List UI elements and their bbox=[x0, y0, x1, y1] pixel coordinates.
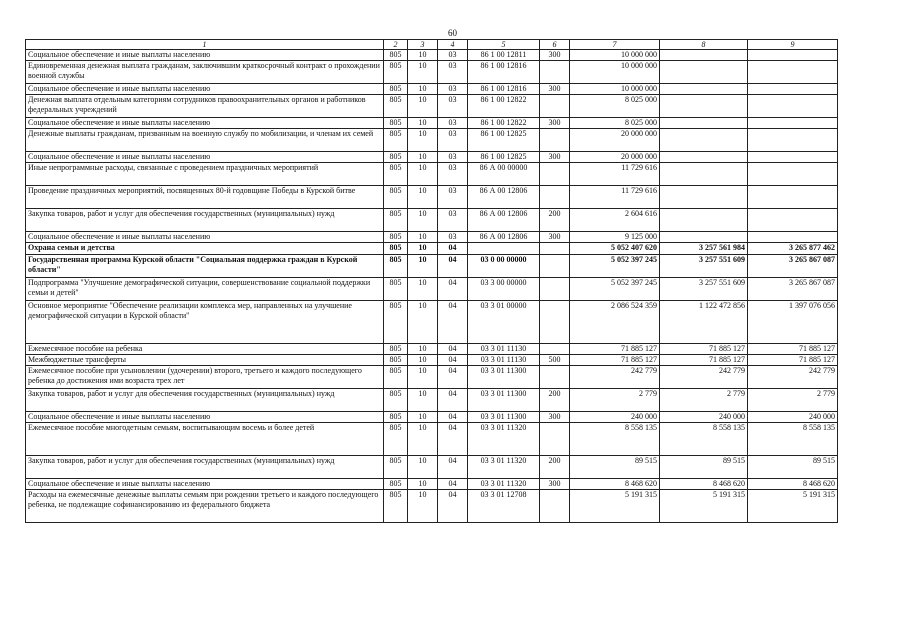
target-article-code: 03 3 01 11320 bbox=[468, 479, 540, 490]
grbs-code: 805 bbox=[384, 301, 408, 344]
grbs-code: 805 bbox=[384, 163, 408, 186]
section-code: 10 bbox=[408, 209, 438, 232]
table-row bbox=[26, 129, 838, 152]
target-article-code: 03 3 01 11320 bbox=[468, 456, 540, 479]
line-item-name: Социальное обеспечение и иные выплаты населению bbox=[26, 479, 384, 490]
amount-year-3 bbox=[748, 232, 838, 243]
section-code: 10 bbox=[408, 61, 438, 84]
target-article-code: 86 1 00 12822 bbox=[468, 118, 540, 129]
grbs-code: 805 bbox=[384, 118, 408, 129]
subsection-code: 03 bbox=[438, 61, 468, 84]
amount-year-3 bbox=[748, 186, 838, 209]
amount-year-2: 5 191 315 bbox=[660, 490, 748, 523]
expense-type-code: 200 bbox=[540, 209, 570, 232]
section-code: 10 bbox=[408, 301, 438, 344]
subsection-code: 03 bbox=[438, 163, 468, 186]
grbs-code: 805 bbox=[384, 389, 408, 412]
subsection-code: 04 bbox=[438, 423, 468, 456]
target-article-code: 03 3 01 11320 bbox=[468, 423, 540, 456]
target-article-code: 03 3 01 11300 bbox=[468, 389, 540, 412]
line-item-name: Социальное обеспечение и иные выплаты населению bbox=[26, 232, 384, 243]
amount-year-3: 1 397 076 056 bbox=[748, 301, 838, 344]
target-article-code: 86 1 00 12816 bbox=[468, 61, 540, 84]
table-row bbox=[26, 301, 838, 344]
table-row bbox=[26, 186, 838, 209]
subsection-code: 04 bbox=[438, 490, 468, 523]
amount-year-2: 89 515 bbox=[660, 456, 748, 479]
line-item-name: Социальное обеспечение и иные выплаты населению bbox=[26, 84, 384, 95]
subsection-code: 04 bbox=[438, 355, 468, 366]
expense-type-code bbox=[540, 95, 570, 118]
target-article-code: 86 1 00 12822 bbox=[468, 95, 540, 118]
section-code: 10 bbox=[408, 84, 438, 95]
amount-year-1: 20 000 000 bbox=[570, 152, 660, 163]
section-code: 10 bbox=[408, 152, 438, 163]
amount-year-3: 8 468 620 bbox=[748, 479, 838, 490]
expense-type-code: 300 bbox=[540, 50, 570, 61]
section-code: 10 bbox=[408, 423, 438, 456]
subsection-code: 04 bbox=[438, 412, 468, 423]
subsection-code: 04 bbox=[438, 366, 468, 389]
target-article-code: 03 3 01 12708 bbox=[468, 490, 540, 523]
amount-year-2: 71 885 127 bbox=[660, 355, 748, 366]
line-item-name: Подпрограмма "Улучшение демографической ситуации, совершенствование социальной поддержки семьи и детей" bbox=[26, 278, 384, 301]
grbs-code: 805 bbox=[384, 129, 408, 152]
table-row bbox=[26, 389, 838, 412]
amount-year-1: 240 000 bbox=[570, 412, 660, 423]
subsection-code: 03 bbox=[438, 129, 468, 152]
target-article-code: 03 3 01 11300 bbox=[468, 412, 540, 423]
amount-year-1: 10 000 000 bbox=[570, 84, 660, 95]
subsection-code: 04 bbox=[438, 479, 468, 490]
amount-year-1: 11 729 616 bbox=[570, 163, 660, 186]
subsection-code: 03 bbox=[438, 186, 468, 209]
line-item-name: Проведение праздничных мероприятий, посвященных 80-й годовщине Победы в Курской битве bbox=[26, 186, 384, 209]
amount-year-2 bbox=[660, 129, 748, 152]
line-item-name: Денежные выплаты гражданам, призванным на военную службу по мобилизации, и членам их семей bbox=[26, 129, 384, 152]
expense-type-code: 300 bbox=[540, 118, 570, 129]
expense-type-code bbox=[540, 366, 570, 389]
amount-year-3 bbox=[748, 209, 838, 232]
expense-type-code bbox=[540, 278, 570, 301]
line-item-name: Закупка товаров, работ и услуг для обеспечения государственных (муниципальных) нужд bbox=[26, 389, 384, 412]
grbs-code: 805 bbox=[384, 344, 408, 355]
expense-type-code: 300 bbox=[540, 152, 570, 163]
grbs-code: 805 bbox=[384, 95, 408, 118]
amount-year-2 bbox=[660, 61, 748, 84]
expense-type-code bbox=[540, 163, 570, 186]
amount-year-2 bbox=[660, 163, 748, 186]
grbs-code: 805 bbox=[384, 479, 408, 490]
expense-type-code: 300 bbox=[540, 412, 570, 423]
section-code: 10 bbox=[408, 163, 438, 186]
table-row bbox=[26, 355, 838, 366]
subsection-code: 03 bbox=[438, 84, 468, 95]
target-article-code: 86 1 00 12811 bbox=[468, 50, 540, 61]
amount-year-1: 2 086 524 359 bbox=[570, 301, 660, 344]
section-code: 10 bbox=[408, 278, 438, 301]
amount-year-1: 71 885 127 bbox=[570, 344, 660, 355]
grbs-code: 805 bbox=[384, 152, 408, 163]
table-row bbox=[26, 84, 838, 95]
amount-year-1: 71 885 127 bbox=[570, 355, 660, 366]
amount-year-1: 20 000 000 bbox=[570, 129, 660, 152]
amount-year-2: 3 257 551 609 bbox=[660, 278, 748, 301]
header-col-8: 8 bbox=[660, 40, 748, 50]
grbs-code: 805 bbox=[384, 278, 408, 301]
expense-type-code: 500 bbox=[540, 355, 570, 366]
amount-year-3: 3 265 867 087 bbox=[748, 255, 838, 278]
target-article-code: 86 А 00 12806 bbox=[468, 186, 540, 209]
subsection-code: 04 bbox=[438, 301, 468, 344]
line-item-name: Основное мероприятие "Обеспечение реализации комплекса мер, направленных на улучшение демографической ситуации в Курской области" bbox=[26, 301, 384, 344]
amount-year-2: 8 558 135 bbox=[660, 423, 748, 456]
header-col-6: 6 bbox=[540, 40, 570, 50]
section-code: 10 bbox=[408, 118, 438, 129]
section-code: 10 bbox=[408, 355, 438, 366]
table-row bbox=[26, 490, 838, 523]
amount-year-2: 240 000 bbox=[660, 412, 748, 423]
section-code: 10 bbox=[408, 490, 438, 523]
line-item-name: Закупка товаров, работ и услуг для обеспечения государственных (муниципальных) нужд bbox=[26, 456, 384, 479]
line-item-name: Социальное обеспечение и иные выплаты населению bbox=[26, 152, 384, 163]
subsection-code: 03 bbox=[438, 95, 468, 118]
subsection-code: 03 bbox=[438, 232, 468, 243]
amount-year-2: 71 885 127 bbox=[660, 344, 748, 355]
amount-year-1: 8 558 135 bbox=[570, 423, 660, 456]
table-row bbox=[26, 479, 838, 490]
header-col-4: 4 bbox=[438, 40, 468, 50]
amount-year-1: 9 125 000 bbox=[570, 232, 660, 243]
subsection-code: 04 bbox=[438, 255, 468, 278]
budget-table bbox=[25, 39, 838, 523]
table-row bbox=[26, 163, 838, 186]
section-code: 10 bbox=[408, 255, 438, 278]
amount-year-2 bbox=[660, 50, 748, 61]
expense-type-code bbox=[540, 490, 570, 523]
amount-year-3: 2 779 bbox=[748, 389, 838, 412]
subsection-code: 04 bbox=[438, 278, 468, 301]
table-row bbox=[26, 209, 838, 232]
expense-type-code bbox=[540, 61, 570, 84]
amount-year-1: 8 468 620 bbox=[570, 479, 660, 490]
amount-year-1: 10 000 000 bbox=[570, 61, 660, 84]
amount-year-3: 71 885 127 bbox=[748, 355, 838, 366]
amount-year-1: 5 052 397 245 bbox=[570, 255, 660, 278]
amount-year-3: 3 265 867 087 bbox=[748, 278, 838, 301]
grbs-code: 805 bbox=[384, 366, 408, 389]
amount-year-3: 71 885 127 bbox=[748, 344, 838, 355]
amount-year-1: 10 000 000 bbox=[570, 50, 660, 61]
amount-year-3 bbox=[748, 84, 838, 95]
section-code: 10 bbox=[408, 366, 438, 389]
amount-year-2 bbox=[660, 95, 748, 118]
table-row bbox=[26, 118, 838, 129]
grbs-code: 805 bbox=[384, 490, 408, 523]
amount-year-2: 8 468 620 bbox=[660, 479, 748, 490]
amount-year-3 bbox=[748, 152, 838, 163]
table-row bbox=[26, 456, 838, 479]
line-item-name: Государственная программа Курской области "Социальная поддержка граждан в Курской области" bbox=[26, 255, 384, 278]
line-item-name: Закупка товаров, работ и услуг для обеспечения государственных (муниципальных) нужд bbox=[26, 209, 384, 232]
target-article-code: 03 3 01 11130 bbox=[468, 344, 540, 355]
amount-year-3: 89 515 bbox=[748, 456, 838, 479]
line-item-name: Социальное обеспечение и иные выплаты населению bbox=[26, 118, 384, 129]
amount-year-2 bbox=[660, 152, 748, 163]
table-row bbox=[26, 95, 838, 118]
amount-year-2 bbox=[660, 186, 748, 209]
amount-year-2 bbox=[660, 209, 748, 232]
target-article-code: 86 А 00 12806 bbox=[468, 209, 540, 232]
amount-year-3 bbox=[748, 118, 838, 129]
section-code: 10 bbox=[408, 412, 438, 423]
table-row bbox=[26, 278, 838, 301]
expense-type-code: 200 bbox=[540, 389, 570, 412]
line-item-name: Охрана семьи и детства bbox=[26, 243, 384, 255]
amount-year-1: 2 779 bbox=[570, 389, 660, 412]
line-item-name: Ежемесячное пособие при усыновлении (удочерении) второго, третьего и каждого последующего ребенка до достижения ими возраста трех лет bbox=[26, 366, 384, 389]
grbs-code: 805 bbox=[384, 232, 408, 243]
grbs-code: 805 bbox=[384, 423, 408, 456]
grbs-code: 805 bbox=[384, 243, 408, 255]
line-item-name: Межбюджетные трансферты bbox=[26, 355, 384, 366]
table-row bbox=[26, 255, 838, 278]
grbs-code: 805 bbox=[384, 412, 408, 423]
amount-year-1: 8 025 000 bbox=[570, 118, 660, 129]
header-col-9: 9 bbox=[748, 40, 838, 50]
grbs-code: 805 bbox=[384, 209, 408, 232]
amount-year-3: 242 779 bbox=[748, 366, 838, 389]
amount-year-1: 8 025 000 bbox=[570, 95, 660, 118]
expense-type-code bbox=[540, 301, 570, 344]
subsection-code: 04 bbox=[438, 456, 468, 479]
amount-year-1: 2 604 616 bbox=[570, 209, 660, 232]
expense-type-code: 200 bbox=[540, 456, 570, 479]
amount-year-2 bbox=[660, 232, 748, 243]
expense-type-code: 300 bbox=[540, 84, 570, 95]
amount-year-1: 5 052 397 245 bbox=[570, 278, 660, 301]
amount-year-3: 5 191 315 bbox=[748, 490, 838, 523]
header-col-7: 7 bbox=[570, 40, 660, 50]
table-row bbox=[26, 243, 838, 255]
amount-year-3 bbox=[748, 95, 838, 118]
line-item-name: Ежемесячное пособие на ребенка bbox=[26, 344, 384, 355]
section-code: 10 bbox=[408, 344, 438, 355]
line-item-name: Ежемесячное пособие многодетным семьям, воспитывающим восемь и более детей bbox=[26, 423, 384, 456]
line-item-name: Иные непрограммные расходы, связанные с проведением праздничных мероприятий bbox=[26, 163, 384, 186]
table-row bbox=[26, 61, 838, 84]
table-row bbox=[26, 423, 838, 456]
amount-year-3 bbox=[748, 50, 838, 61]
amount-year-3 bbox=[748, 129, 838, 152]
target-article-code: 86 А 00 00000 bbox=[468, 163, 540, 186]
header-col-2: 2 bbox=[384, 40, 408, 50]
expense-type-code bbox=[540, 423, 570, 456]
section-code: 10 bbox=[408, 479, 438, 490]
target-article-code: 86 А 00 12806 bbox=[468, 232, 540, 243]
grbs-code: 805 bbox=[384, 50, 408, 61]
section-code: 10 bbox=[408, 50, 438, 61]
column-number-header-row bbox=[26, 40, 838, 50]
amount-year-2: 1 122 472 856 bbox=[660, 301, 748, 344]
header-col-3: 3 bbox=[408, 40, 438, 50]
grbs-code: 805 bbox=[384, 186, 408, 209]
table-row bbox=[26, 50, 838, 61]
subsection-code: 03 bbox=[438, 50, 468, 61]
line-item-name: Единовременная денежная выплата гражданам, заключившим краткосрочный контракт о прохождении военной службы bbox=[26, 61, 384, 84]
amount-year-1: 5 191 315 bbox=[570, 490, 660, 523]
amount-year-3 bbox=[748, 61, 838, 84]
expense-type-code bbox=[540, 243, 570, 255]
amount-year-3: 240 000 bbox=[748, 412, 838, 423]
target-article-code: 86 1 00 12816 bbox=[468, 84, 540, 95]
expense-type-code bbox=[540, 129, 570, 152]
line-item-name: Социальное обеспечение и иные выплаты населению bbox=[26, 412, 384, 423]
amount-year-1: 11 729 616 bbox=[570, 186, 660, 209]
line-item-name: Социальное обеспечение и иные выплаты населению bbox=[26, 50, 384, 61]
section-code: 10 bbox=[408, 95, 438, 118]
amount-year-1: 242 779 bbox=[570, 366, 660, 389]
table-row bbox=[26, 412, 838, 423]
section-code: 10 bbox=[408, 186, 438, 209]
target-article-code: 03 3 00 00000 bbox=[468, 278, 540, 301]
amount-year-2: 3 257 561 984 bbox=[660, 243, 748, 255]
table-row bbox=[26, 152, 838, 163]
target-article-code: 03 3 01 00000 bbox=[468, 301, 540, 344]
expense-type-code: 300 bbox=[540, 232, 570, 243]
target-article-code: 86 1 00 12825 bbox=[468, 152, 540, 163]
table-row bbox=[26, 366, 838, 389]
target-article-code: 03 3 01 11130 bbox=[468, 355, 540, 366]
expense-type-code bbox=[540, 186, 570, 209]
section-code: 10 bbox=[408, 129, 438, 152]
grbs-code: 805 bbox=[384, 61, 408, 84]
section-code: 10 bbox=[408, 389, 438, 412]
table-row bbox=[26, 344, 838, 355]
amount-year-2 bbox=[660, 118, 748, 129]
amount-year-2: 242 779 bbox=[660, 366, 748, 389]
amount-year-2 bbox=[660, 84, 748, 95]
page-number: 60 bbox=[448, 28, 457, 38]
grbs-code: 805 bbox=[384, 255, 408, 278]
subsection-code: 03 bbox=[438, 118, 468, 129]
grbs-code: 805 bbox=[384, 84, 408, 95]
section-code: 10 bbox=[408, 456, 438, 479]
grbs-code: 805 bbox=[384, 456, 408, 479]
expense-type-code: 300 bbox=[540, 479, 570, 490]
amount-year-3: 3 265 877 462 bbox=[748, 243, 838, 255]
subsection-code: 04 bbox=[438, 344, 468, 355]
amount-year-3 bbox=[748, 163, 838, 186]
section-code: 10 bbox=[408, 232, 438, 243]
table-row bbox=[26, 232, 838, 243]
header-col-1: 1 bbox=[26, 40, 384, 50]
amount-year-1: 89 515 bbox=[570, 456, 660, 479]
target-article-code: 86 1 00 12825 bbox=[468, 129, 540, 152]
target-article-code: 03 3 01 11300 bbox=[468, 366, 540, 389]
amount-year-2: 2 779 bbox=[660, 389, 748, 412]
subsection-code: 03 bbox=[438, 209, 468, 232]
amount-year-2: 3 257 551 609 bbox=[660, 255, 748, 278]
grbs-code: 805 bbox=[384, 355, 408, 366]
header-col-5: 5 bbox=[468, 40, 540, 50]
line-item-name: Денежная выплата отдельным категориям сотрудников правоохранительных органов и работников федеральных учреждений bbox=[26, 95, 384, 118]
subsection-code: 04 bbox=[438, 389, 468, 412]
target-article-code bbox=[468, 243, 540, 255]
amount-year-3: 8 558 135 bbox=[748, 423, 838, 456]
line-item-name: Расходы на ежемесячные денежные выплаты семьям при рождении третьего и каждого последующего ребенка, не подлежащие софинансированию из федерального бюджета bbox=[26, 490, 384, 523]
subsection-code: 03 bbox=[438, 152, 468, 163]
subsection-code: 04 bbox=[438, 243, 468, 255]
expense-type-code bbox=[540, 255, 570, 278]
section-code: 10 bbox=[408, 243, 438, 255]
amount-year-1: 5 052 407 620 bbox=[570, 243, 660, 255]
expense-type-code bbox=[540, 344, 570, 355]
target-article-code: 03 0 00 00000 bbox=[468, 255, 540, 278]
